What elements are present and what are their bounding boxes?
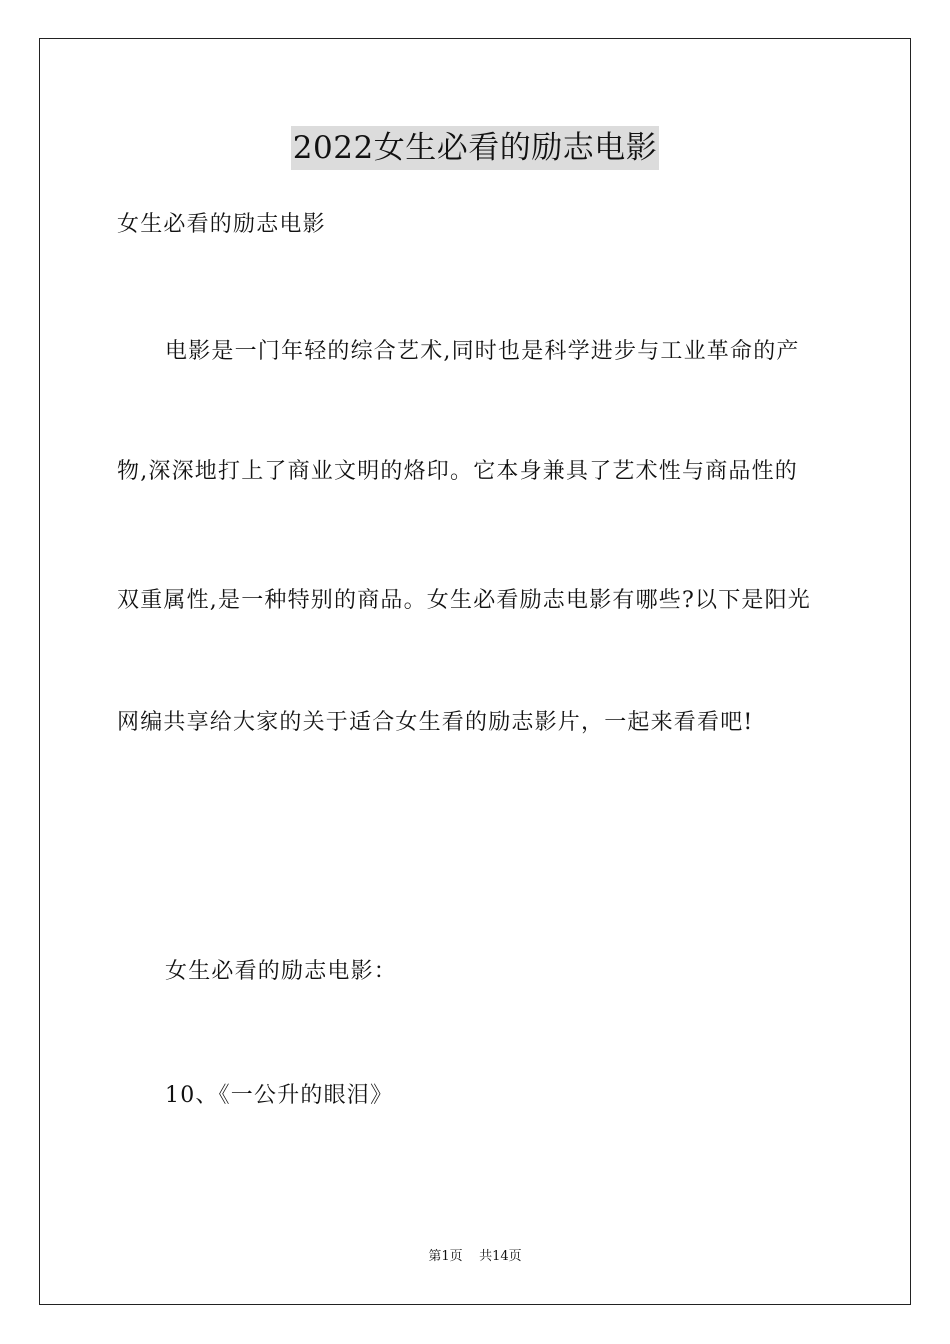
- paragraph-line-3: 双重属性,是一种特别的商品。女生必看励志电影有哪些?以下是阳光: [117, 588, 811, 613]
- document-subtitle: 女生必看的励志电影: [117, 212, 326, 237]
- title-container: [0, 126, 950, 170]
- document-title: 2022女生必看的励志电影: [291, 126, 659, 170]
- page-footer: 第1页 共14页: [428, 1249, 522, 1264]
- paragraph-line-2: 物,深深地打上了商业文明的烙印。它本身兼具了艺术性与商品性的: [117, 459, 798, 484]
- paragraph-line-1: 电影是一门年轻的综合艺术,同时也是科学进步与工业革命的产: [165, 339, 800, 364]
- list-heading: 女生必看的励志电影：: [165, 959, 398, 984]
- paragraph-line-4: 网编共享给大家的关于适合女生看的励志影片，一起来看看吧!: [117, 710, 754, 735]
- list-item: 10、《一公升的眼泪》: [165, 1083, 394, 1108]
